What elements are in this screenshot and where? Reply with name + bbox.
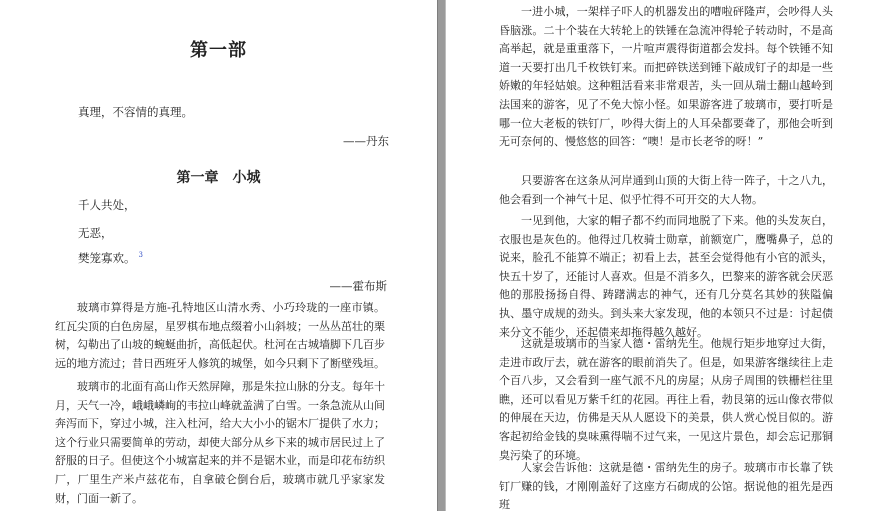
body-paragraph: 玻璃市算得是方施-孔特地区山清水秀、小巧玲珑的一座市镇。红瓦尖顶的白色房屋，星罗棋布地点缀着小山斜坡；一丛丛茁壮的栗树，勾勒出了山坡的蜿蜒曲折，高低起伏。杜河在古城墙脚下几百步远的地方流过；昔日西班牙人修筑的城堡，如今只剩下了断壁残垣。 (55, 301, 385, 370)
verse-line: 无恶， (78, 226, 113, 240)
verse-line: 千人共处， (78, 198, 136, 212)
body-paragraph: 一进小城，一架样子吓人的机器发出的嘈啦砰隆声，会吵得人头昏脑涨。二十个装在大转轮上的铁锤在急流冲得轮子转动时，不是高高举起，就是重重落下，一片喧声震得街道都会发抖。每个铁锤不知道一天要打出几千枚铁钉来。而把碎铁送到锤下敲成钉子的却是一些娇嫩的年轻姑娘。这种粗活看来非常艰苦，头一回从瑞士翻山越岭到法国来的游客，见了不免大惊小怪。如果游客进了玻璃市，要打听是哪一位大老板的铁钉厂，吵得大街上的人耳朵都要聋了，那他会听到无可奈何的、慢悠悠的回答：“噢！是市长老爷的呀！” (499, 5, 833, 149)
epigraph-text: 真理，不容情的真理。 (78, 105, 193, 119)
footnote-link[interactable]: 3 (138, 251, 143, 260)
verse-line-text: 樊笼寡欢。 (78, 251, 136, 265)
right-page (446, 0, 886, 511)
body-paragraph: 这就是玻璃市的当家人德・雷纳先生。他规行矩步地穿过大街，走进市政厅去，就在游客的眼前消失了。但是，如果游客继续往上走个百八步，又会看到一座气派不凡的房屋；从房子周围的铁栅栏往里瞧，还可以看见万紫千红的花园。再往上看，勃艮第的远山像衣带似的伸展在天边，仿佛是天从人愿设下的美景，供人赏心悦目似的。游客起初给金钱的臭味熏得喘不过气来，一见这片景色，却会忘记那铜臭污染了的环境。 (499, 337, 833, 462)
chapter-title: 第一章 小城 (176, 170, 261, 186)
verse-attribution: ——霍布斯 (329, 279, 387, 293)
body-paragraph: 只要游客在这条从河岸通到山顶的大街上待一阵子，十之八九，他会看到一个神气十足、似乎忙得不可开交的大人物。 (499, 174, 833, 206)
epigraph-attribution: ——丹东 (343, 134, 389, 148)
part-title: 第一部 (190, 40, 247, 61)
body-paragraph: 玻璃市的北面有高山作天然屏障，那是朱拉山脉的分支。每年十月，天气一冷，峨峨嶙峋的韦拉山峰就盖满了白雪。一条急流从山间奔泻而下，穿过小城，注入杜河，给大大小小的锯木厂提供了水力；这个行业只需要简单的劳动，却使大部分从乡下来的城市居民过上了舒服的日子。但使这个小城富起来的并不是锯木业，而是印花布纺织厂，厂里生产米卢兹花布，自拿破仑倒台后，玻璃市就几乎家家发财，门面一新了。 (55, 380, 385, 505)
verse-line (78, 250, 143, 266)
body-paragraph: 人家会告诉他：这就是德・雷纳先生的房子。玻璃市市长靠了铁钉厂赚的钱，才刚刚盖好了这座方石砌成的公馆。据说他的祖先是西班 (499, 461, 833, 511)
body-paragraph: 一见到他，大家的帽子都不约而同地脱了下来。他的头发灰白，衣服也是灰色的。他得过几枚骑士勋章，前额宽广，鹰嘴鼻子，总的说来，脸孔不能算不端正；初看上去，甚至会觉得他有小官的派头，快五十岁了，还能讨人喜欢。但是不消多久，巴黎来的游客就会厌恶他的那股扬扬自得、踌躇满志的神气，还有几分莫名其妙的狭隘偏执、墨守成规的劲头。到头来大家发现，他的本领只不过是：讨起债来分文不能少，还起债来却拖得越久越好。 (499, 214, 833, 339)
left-page (0, 0, 437, 511)
page-divider (437, 0, 446, 511)
